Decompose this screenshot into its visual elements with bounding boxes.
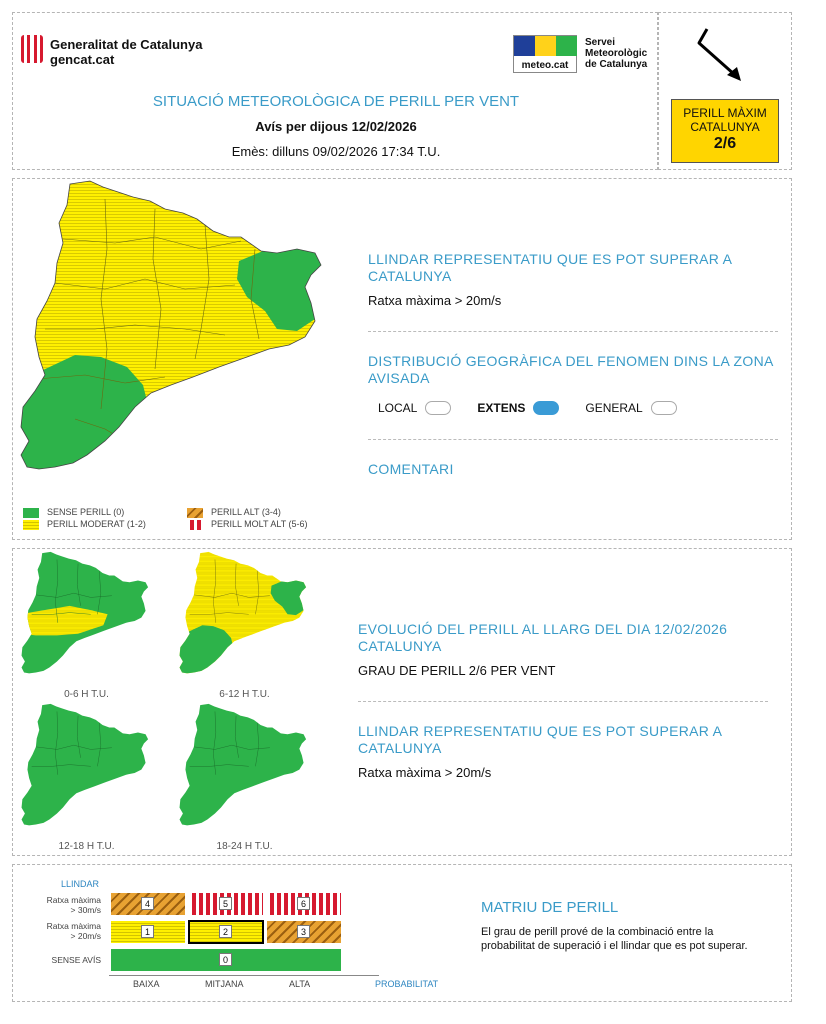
matrix-cell-1 [111,921,185,943]
cell-value: 6 [297,897,310,910]
distribution-option-general[interactable] [585,401,676,415]
axis-label-high: ALTA [289,979,311,989]
org-site: gencat.cat [50,52,115,67]
toggle-on-icon[interactable] [533,401,559,415]
cell-value: 5 [219,897,232,910]
row-label-low [17,921,101,941]
row-label-none: SENSE AVÍS [51,955,101,965]
cell-value: 2 [219,925,232,938]
threshold-heading: LLINDAR REPRESENTATIU QUE ES POT SUPERAR A CATALUNYA [368,251,732,284]
option-label: GENERAL [585,401,643,415]
max-danger-line-1: PERILL MÀXIM [683,106,767,120]
period-caption: 6-12 H T.U. [219,689,270,700]
legend-label: SENSE PERILL (0) [47,507,125,517]
smc-line-1: Servei [585,37,616,48]
warning-map-panel [12,178,792,540]
max-danger-panel [658,12,792,170]
map-period-18-24 [177,703,312,838]
matrix-cell-3 [267,921,341,943]
distribution-option-extens[interactable] [477,401,559,415]
period-caption: 12-18 H T.U. [58,841,115,852]
matrix-cell-5 [189,893,263,915]
page-title: SITUACIÓ METEOROLÒGICA DE PERILL PER VENT [152,93,520,110]
cell-value: 3 [297,925,310,938]
meteo-logo [513,35,577,73]
matrix-threshold-label: LLINDAR [61,879,100,889]
divider [368,439,778,440]
distribution-option-local[interactable] [378,401,451,415]
generalitat-name [50,37,202,67]
cell-value: 1 [141,925,154,938]
map-period-12-18 [19,703,154,838]
legend-item-moderate [23,519,183,531]
map-period-0-6 [19,551,154,686]
matrix-cell-0 [111,949,341,971]
catalonia-danger-map [15,179,335,499]
comment-section [368,461,778,478]
evolution-threshold-section [358,723,768,780]
org-name: Generalitat de Catalunya [50,37,203,52]
evolution-text: GRAU DE PERILL 2/6 PER VENT [358,663,556,678]
divider [358,701,768,702]
legend-swatch [187,508,203,518]
matrix-axis [109,975,379,976]
axis-label-probability: PROBABILITAT [375,979,439,989]
cell-value: 0 [219,953,232,966]
row-label-high [17,895,101,915]
row-label-line: > 30m/s [70,905,101,915]
meteo-logo-text: meteo.cat [521,60,569,71]
row-label-line: > 20m/s [70,931,101,941]
max-danger-level: 2/6 [713,135,737,152]
matrix-description: El grau de perill prové de la combinació entre la probabilitat de superació i el llindar que es pot superar. [481,926,748,952]
row-label-line: Ratxa màxima [46,895,101,905]
legend-swatch [187,520,203,530]
evolution-heading: EVOLUCIÓ DEL PERILL AL LLARG DEL DIA 12/02/2026 CATALUNYA [358,621,728,654]
legend-label: PERILL ALT (3-4) [211,507,281,517]
axis-label-low: BAIXA [133,979,160,989]
matrix-title: MATRIU DE PERILL [481,899,619,916]
divider [368,331,778,332]
evolution-section [358,621,768,678]
issued-time: Emès: dilluns 09/02/2026 17:34 T.U. [231,144,441,159]
danger-matrix-panel [12,864,792,1002]
evolution-threshold-text: Ratxa màxima > 20m/s [358,765,492,780]
legend-label: PERILL MOLT ALT (5-6) [211,519,308,529]
warning-date: Avís per dijous 12/02/2026 [255,119,417,134]
legend-label: PERILL MODERAT (1-2) [47,519,146,529]
legend-swatch [23,520,39,530]
max-danger-badge [671,99,779,163]
option-label: EXTENS [477,401,526,415]
smc-line-2: Meteorològic [585,48,648,59]
distribution-options [378,401,703,415]
threshold-section [368,251,778,308]
header-panel [12,12,658,170]
distribution-heading: DISTRIBUCIÓ GEOGRÀFICA DEL FENOMEN DINS LA ZONA AVISADA [368,353,773,386]
evolution-panel [12,548,792,856]
evolution-threshold-heading: LLINDAR REPRESENTATIU QUE ES POT SUPERAR A CATALUNYA [358,723,722,756]
matrix-cell-2-selected [189,921,263,943]
legend-item-very-high [187,519,347,531]
max-danger-line-2: CATALUNYA [690,120,760,134]
matrix-cell-4 [111,893,185,915]
wind-direction-arrow-icon [697,25,747,81]
option-label: LOCAL [378,401,418,415]
period-caption: 0-6 H T.U. [64,689,109,700]
smc-line-3: de Catalunya [585,59,648,70]
legend-swatch [23,508,39,518]
cell-value: 4 [141,897,154,910]
axis-label-medium: MITJANA [205,979,244,989]
matrix-cell-6 [267,893,341,915]
smc-name [585,37,647,70]
period-caption: 18-24 H T.U. [216,841,273,852]
map-period-6-12 [177,551,312,686]
toggle-off-icon[interactable] [651,401,677,415]
generalitat-logo [21,35,43,63]
legend-item-high [187,507,347,519]
toggle-off-icon[interactable] [425,401,451,415]
comment-heading: COMENTARI [368,461,454,477]
legend-item-no-danger [23,507,183,519]
threshold-text: Ratxa màxima > 20m/s [368,293,502,308]
row-label-line: Ratxa màxima [46,921,101,931]
distribution-section [368,353,778,387]
